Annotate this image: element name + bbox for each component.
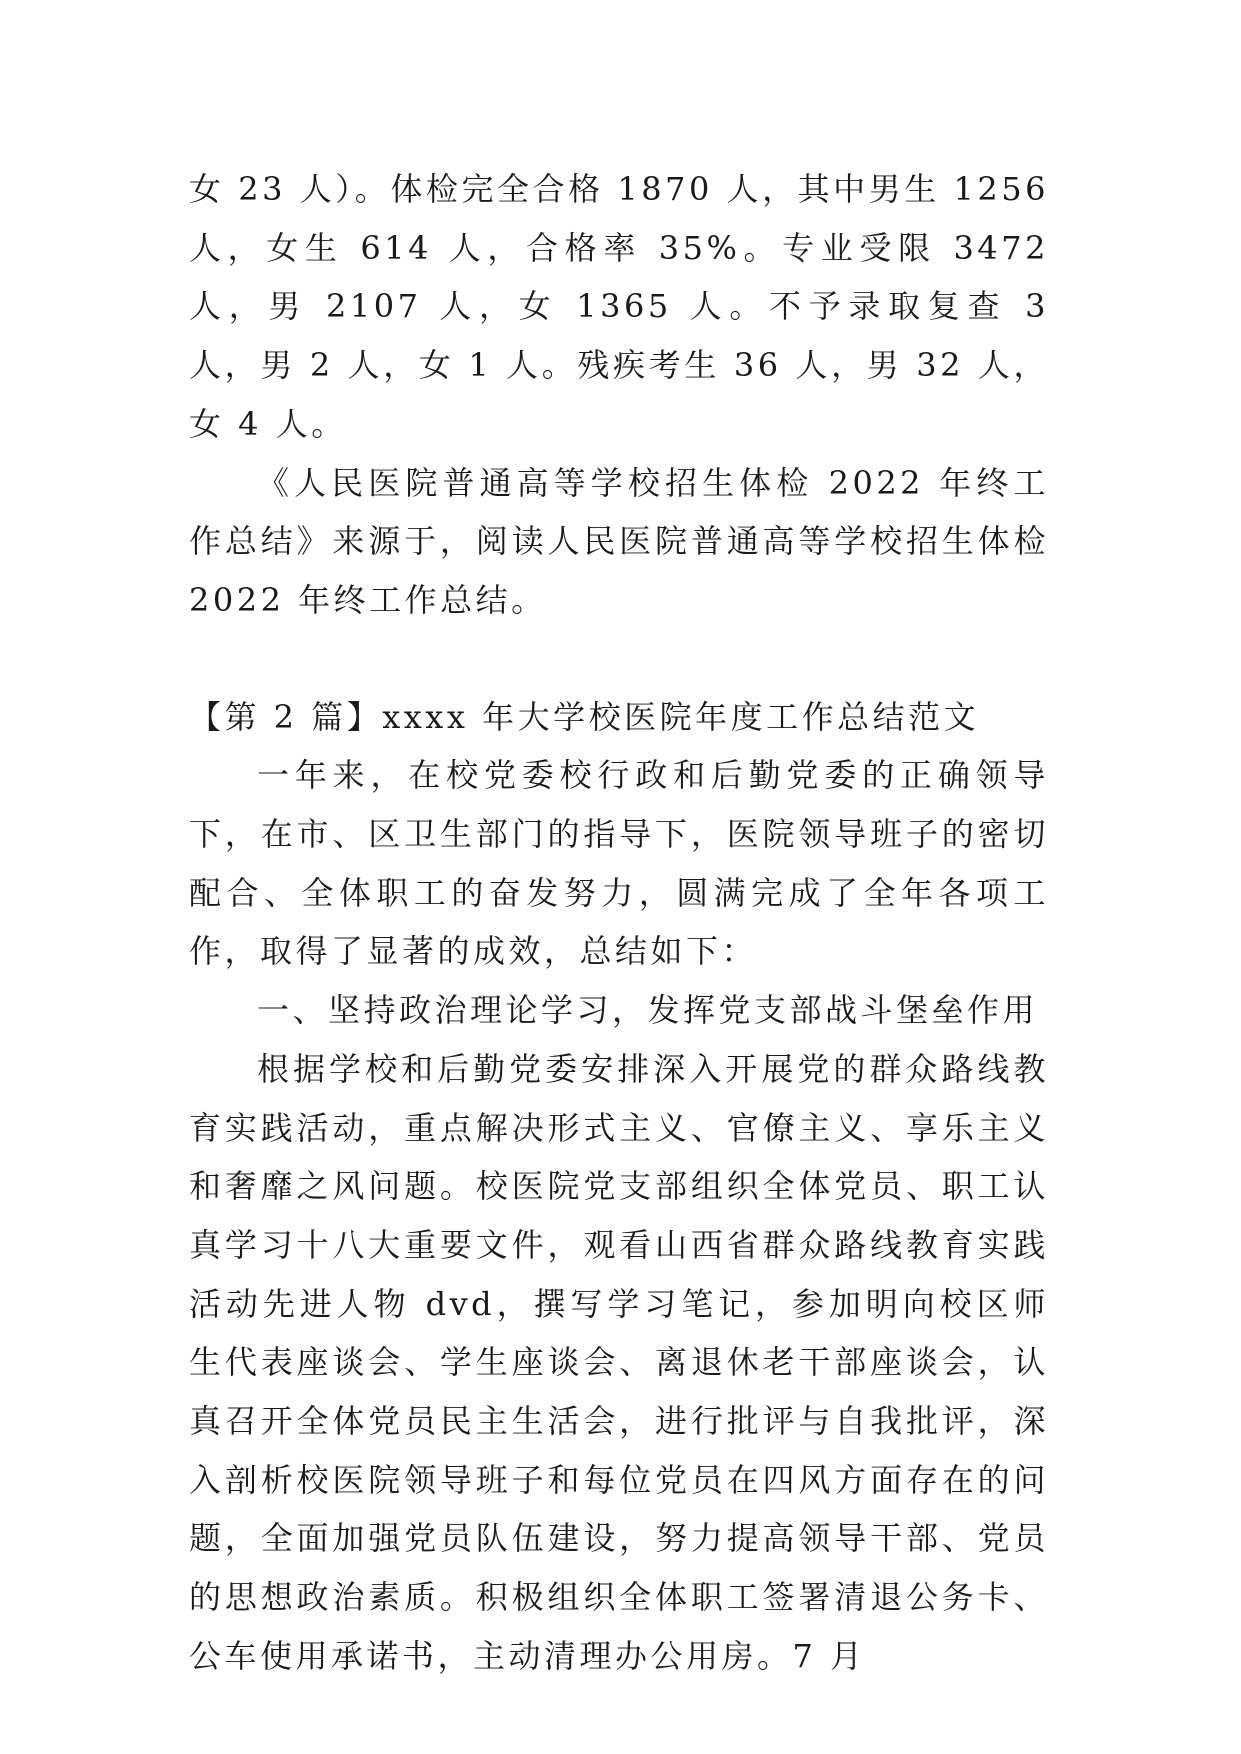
paragraph-intro: 一年来，在校党委校行政和后勤党委的正确领导下，在市、区卫生部门的指导下，医院领导班子的密切配合、全体职工的奋发努力，圆满完成了全年各项工作，取得了显著的成效，总结如下： xyxy=(189,756,1049,971)
paragraph-section-1: 根据学校和后勤党委安排深入开展党的群众路线教育实践活动，重点解决形式主义、官僚主义、享乐主义和奢靡之风问题。校医院党支部组织全体党员、职工认真学习十八大重要文件，观看山西省群众路线教育实践活动先进人物 dvd，撰写学习笔记，参加明向校区师生代表座谈会、学生座谈会、离退休老干部座谈会，认真召开全体党员民主生活会，进行批评与自我批评，深入剖析校医院领导班子和每位党员在四风方面存在的问题，全面加强党员队伍建设，努力提高领导干部、党员的思想政治素质。积极组织全体职工签署清退公务卡、公车使用承诺书，主动清理办公用房。7 月 xyxy=(189,1049,1049,1675)
section-gap xyxy=(189,630,1049,688)
section-heading-1: 一、坚持政治理论学习，发挥党支部战斗堡垒作用 xyxy=(257,991,1039,1030)
article-title: 【第 2 篇】xxxx 年大学校医院年度工作总结范文 xyxy=(189,697,980,736)
paragraph-source-note: 《人民医院普通高等学校招生体检 2022 年终工作总结》来源于，阅读人民医院普通高等学校招生体检 2022 年终工作总结。 xyxy=(189,463,1049,619)
paragraph-statistics: 女 23 人）。体检完全合格 1870 人，其中男生 1256 人，女生 614 人，合格率 35%。专业受限 3472 人，男 2107 人，女 1365 人。不予录取复查 3 人，男 2 人，女 1 人。残疾考生 36 人，男 32 人，女 4 人。 xyxy=(189,170,1049,443)
document-body xyxy=(189,160,1049,1686)
